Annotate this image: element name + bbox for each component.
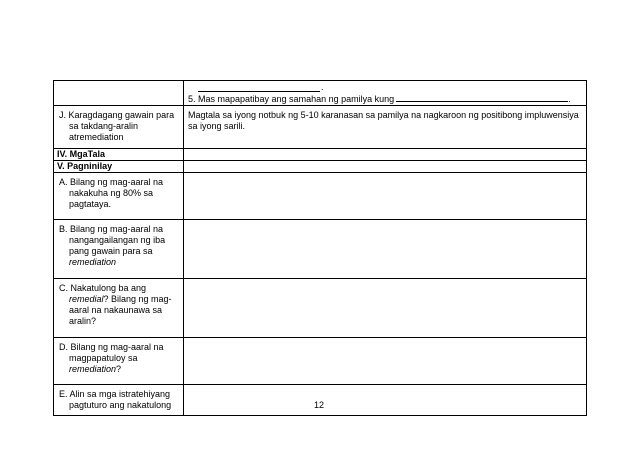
continuation-content-cell [184,81,587,106]
row-b-label-line: remediation [69,257,117,267]
row-d [54,338,587,385]
section-v-row [54,161,587,173]
row-c-label-line [59,294,180,305]
row-c-italic-term: remedial [69,294,104,304]
row-b-label [54,220,184,279]
row-e-label [54,385,184,416]
row-c [54,279,587,338]
row-j-label [54,106,184,149]
fill-in-blank-line [198,87,320,92]
row-b-label-line: nangangailangan ng iba [69,235,166,245]
continuation-label-cell [54,81,184,106]
row-a-label [54,173,184,220]
blank-line-period: . [321,82,324,92]
row-e-label-line: pagtuturo ang nakatulong [69,400,172,410]
row-j-label-line: J. Karagdagang gawain para [59,110,175,120]
row-c-label-line: C. Nakatulong ba ang [59,283,147,293]
row-c-label-rest: ? Bilang ng mag- [103,294,172,304]
lesson-log-table [53,80,587,416]
row-c-label-line: aralin? [69,316,97,326]
page-number: 12 [313,400,324,410]
item-5-text [188,93,571,105]
row-c-content [184,279,587,338]
row-d-label-rest: ? [116,364,122,374]
section-v-content [184,161,587,173]
row-d-label-line: D. Bilang ng mag-aaral na [59,342,164,352]
row-b [54,220,587,279]
row-b-label-line: B. Bilang ng mag-aaral na [59,224,164,234]
row-j-label-line: sa takdang-aralin [69,121,139,131]
row-j-label-line: atremediation [69,132,124,142]
row-a-content [184,173,587,220]
section-v-heading: V. Pagninilay [54,161,184,173]
row-d-content [184,338,587,385]
row-a-label-line: nakakuha ng 80% sa [69,188,154,198]
row-d-label-line: magpapatuloy sa [69,353,138,363]
section-iv-row [54,149,587,161]
row-d-italic-term: remediation [69,364,117,374]
row-b-content [184,220,587,279]
row-a-label-line: A. Bilang ng mag-aaral na [59,177,164,187]
row-j-content: Magtala sa iyong notbuk ng 5-10 karanasan sa pamilya na nagkaroon ng positibong impluwensiya sa iyong sarili. [184,106,587,149]
row-a [54,173,587,220]
item-5-period: . [568,94,571,104]
item-5-blank-line [396,93,568,102]
row-c-label-line: aaral na nakaunawa sa [69,305,163,315]
row-e-label-line: E. Alin sa mga istratehiyang [59,389,171,399]
row-d-label-line [59,364,180,375]
row-karagdagang-gawain [54,106,587,149]
continuation-row [54,81,587,106]
row-e-content [184,385,587,416]
item-5-label: 5. Mas mapapatibay ang samahan ng pamilya kung [188,94,395,104]
section-iv-heading: IV. MgaTala [54,149,184,161]
row-a-label-line: pagtataya. [69,199,112,209]
row-b-label-line: pang gawain para sa [69,246,153,256]
row-c-label [54,279,184,338]
section-iv-content [184,149,587,161]
row-d-label [54,338,184,385]
